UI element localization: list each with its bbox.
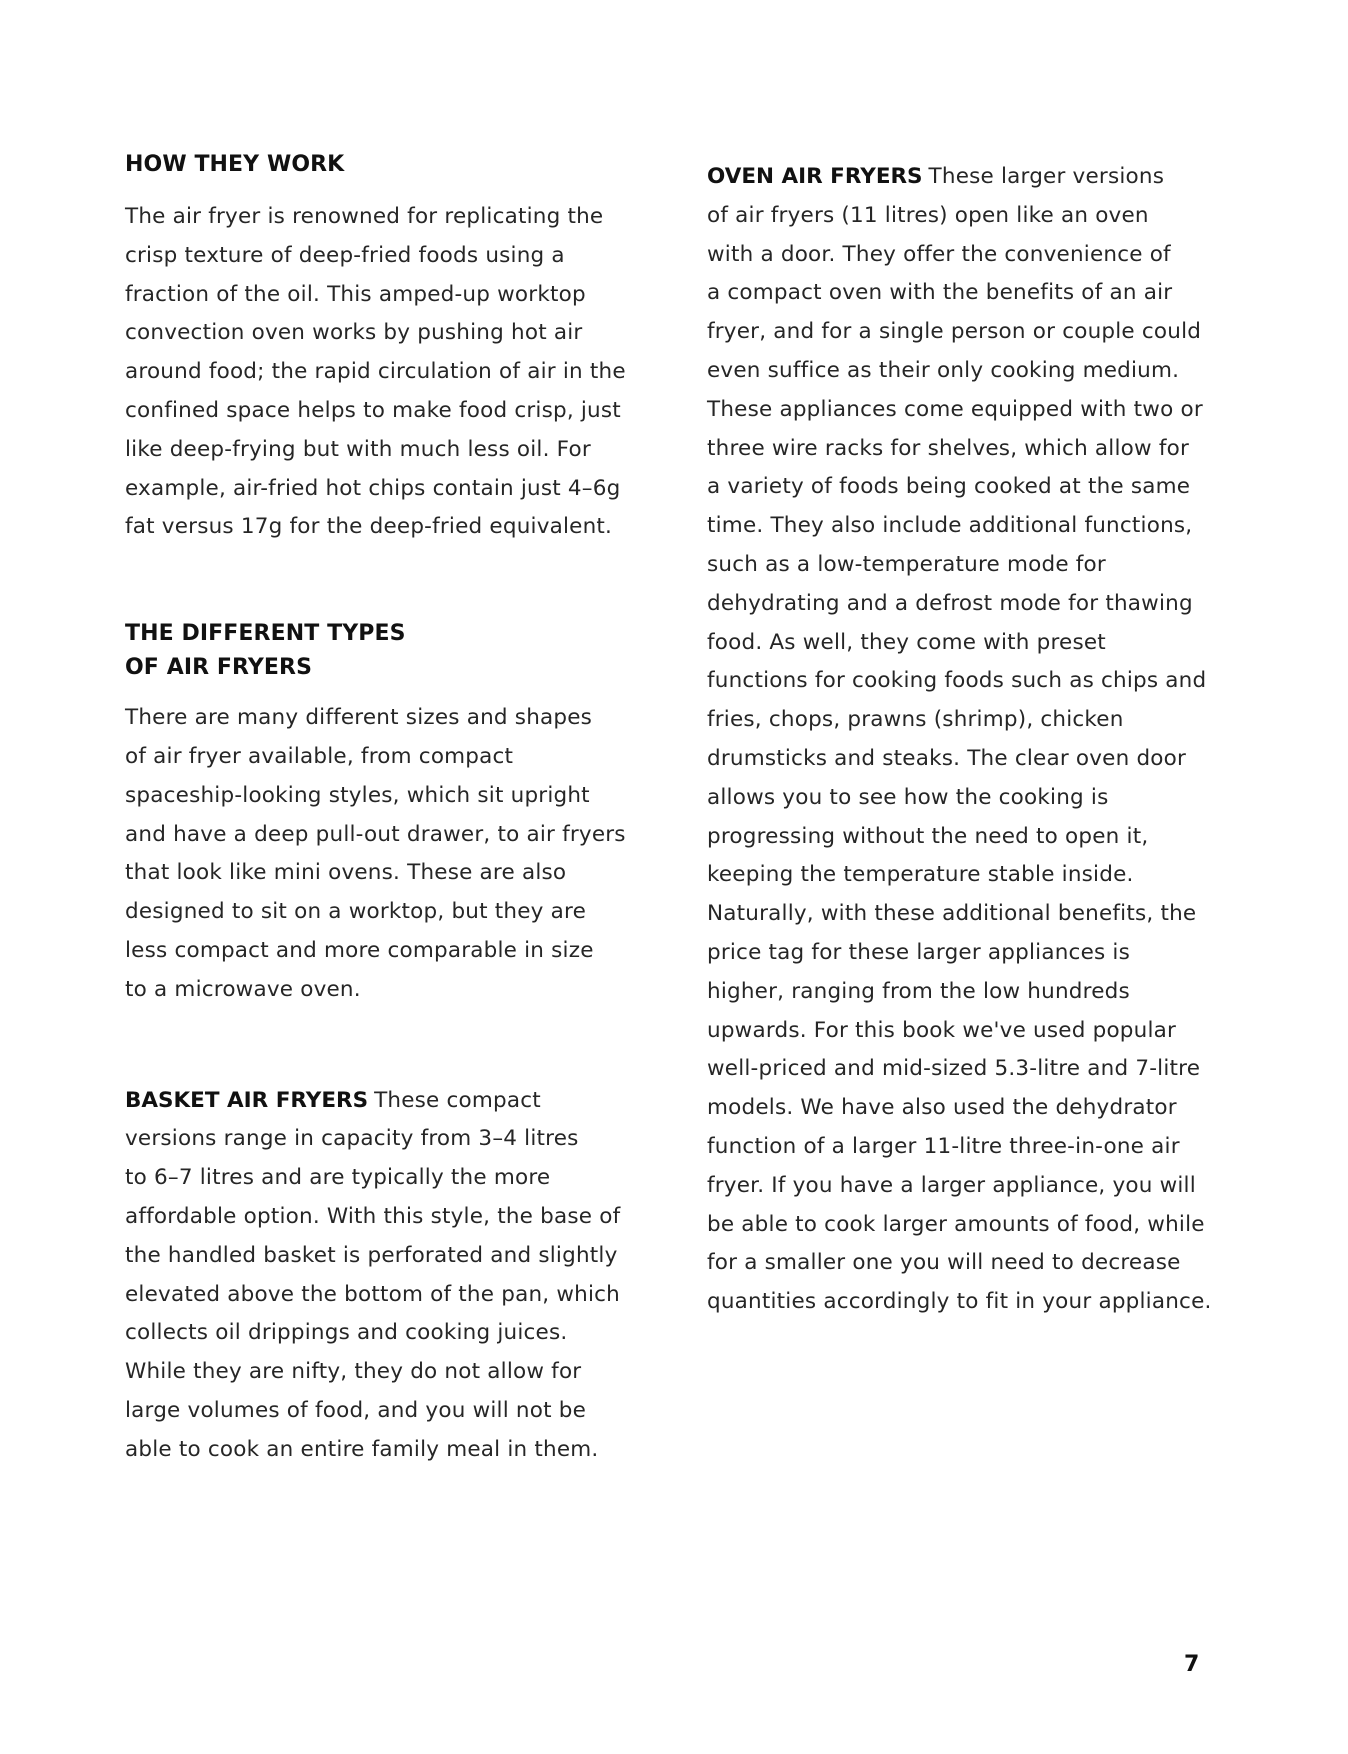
paragraph-different-types <box>125 699 645 1009</box>
text-line: three wire racks for shelves, which allow for <box>707 435 1189 461</box>
text-line: Naturally, with these additional benefits, the <box>707 901 1197 927</box>
text-line: fryer. If you have a larger appliance, you will <box>707 1172 1196 1198</box>
text-line: and have a deep pull-out drawer, to air fryers <box>125 821 626 847</box>
text-line: The air fryer is renowned for replicating the <box>125 204 604 229</box>
text-line: of air fryer available, from compact <box>125 743 514 769</box>
text-line: fryer, and for a single person or couple could <box>707 319 1202 345</box>
text-line: such as a low-temperature mode for <box>707 551 1106 577</box>
text-line: drumsticks and steaks. The clear oven door <box>707 745 1187 771</box>
text-line: spaceship-looking styles, which sit upright <box>125 782 590 808</box>
left-column <box>125 148 645 1470</box>
page-number: 7 <box>1184 1652 1200 1677</box>
text-line: fat versus 17g for the deep-fried equivalent. <box>125 514 613 540</box>
section-different-types <box>125 617 645 1009</box>
text-line: around food; the rapid circulation of air in the <box>125 359 626 385</box>
text-line: models. We have also used the dehydrator <box>707 1095 1177 1121</box>
run-in-heading-oven-air-fryers: OVEN AIR FRYERS <box>707 164 923 189</box>
text-line: elevated above the bottom of the pan, which <box>125 1281 620 1307</box>
heading-line: OF AIR FRYERS <box>125 655 313 681</box>
text-line: even suffice as their only cooking medium. <box>707 357 1180 383</box>
text-line: While they are nifty, they do not allow for <box>125 1359 582 1385</box>
section-basket-air-fryers <box>125 1082 645 1470</box>
text-line: functions for cooking foods such as chips and <box>707 668 1207 694</box>
paragraph-basket-air-fryers <box>125 1082 645 1470</box>
section-heading-how-they-work: HOW THEY WORK <box>125 152 345 177</box>
text-run: These compact <box>374 1087 541 1113</box>
text-line: for a smaller one you will need to decrease <box>707 1250 1181 1276</box>
text-line: convection oven works by pushing hot air <box>125 320 583 346</box>
text-line: There are many different sizes and shapes <box>125 705 593 731</box>
text-line: time. They also include additional functions, <box>707 513 1193 539</box>
paragraph-oven-air-fryers <box>707 158 1227 1322</box>
text-line: less compact and more comparable in size <box>125 937 594 963</box>
text-line: affordable option. With this style, the base of <box>125 1203 621 1229</box>
text-line: a variety of foods being cooked at the same <box>707 474 1191 500</box>
text-line: the handled basket is perforated and slightly <box>125 1242 618 1268</box>
text-line: well-priced and mid-sized 5.3-litre and 7-litre <box>707 1056 1201 1082</box>
section-how-they-work <box>125 148 645 547</box>
text-line: fries, chops, prawns (shrimp), chicken <box>707 707 1124 733</box>
section-oven-air-fryers <box>707 158 1227 1322</box>
text-line: versions range in capacity from 3–4 litres <box>125 1126 579 1152</box>
text-line: example, air-fried hot chips contain just 4–6g <box>125 475 621 501</box>
text-line: crisp texture of deep-fried foods using a <box>125 242 565 268</box>
paragraph-how-they-work <box>125 198 645 547</box>
heading-line: THE DIFFERENT TYPES <box>125 621 406 647</box>
text-line: progressing without the need to open it, <box>707 823 1149 849</box>
section-heading-different-types <box>125 617 645 685</box>
text-line: quantities accordingly to fit in your appliance. <box>707 1289 1212 1315</box>
text-run: These larger versions <box>928 164 1165 189</box>
text-line: confined space helps to make food crisp, just <box>125 397 621 423</box>
text-line: higher, ranging from the low hundreds <box>707 978 1130 1004</box>
text-line: designed to sit on a worktop, but they are <box>125 899 586 925</box>
text-line: that look like mini ovens. These are also <box>125 860 567 886</box>
text-line: with a door. They offer the convenience of <box>707 241 1171 267</box>
text-line: large volumes of food, and you will not be <box>125 1397 587 1423</box>
text-line: keeping the temperature stable inside. <box>707 862 1134 888</box>
text-line-with-lead <box>125 1082 645 1121</box>
text-line: of air fryers (11 litres) open like an oven <box>707 202 1149 228</box>
text-line: allows you to see how the cooking is <box>707 784 1109 810</box>
text-line: like deep-frying but with much less oil. For <box>125 436 591 462</box>
text-line: able to cook an entire family meal in them. <box>125 1436 599 1462</box>
text-line: dehydrating and a defrost mode for thawing <box>707 590 1193 616</box>
run-in-heading-basket-air-fryers: BASKET AIR FRYERS <box>125 1087 369 1113</box>
text-line: food. As well, they come with preset <box>707 629 1106 655</box>
text-line: to a microwave oven. <box>125 976 361 1002</box>
text-line: upwards. For this book we've used popular <box>707 1017 1177 1043</box>
text-line: fraction of the oil. This amped-up worktop <box>125 281 586 307</box>
text-line: These appliances come equipped with two or <box>707 396 1203 422</box>
text-line-with-lead <box>707 158 1227 197</box>
text-line: to 6–7 litres and are typically the more <box>125 1165 551 1191</box>
text-line: be able to cook larger amounts of food, while <box>707 1211 1205 1237</box>
text-line: function of a larger 11-litre three-in-one air <box>707 1133 1180 1159</box>
text-line: price tag for these larger appliances is <box>707 939 1131 965</box>
text-line: collects oil drippings and cooking juices. <box>125 1320 568 1346</box>
text-line: a compact oven with the benefits of an air <box>707 280 1173 306</box>
right-column <box>707 158 1227 1322</box>
